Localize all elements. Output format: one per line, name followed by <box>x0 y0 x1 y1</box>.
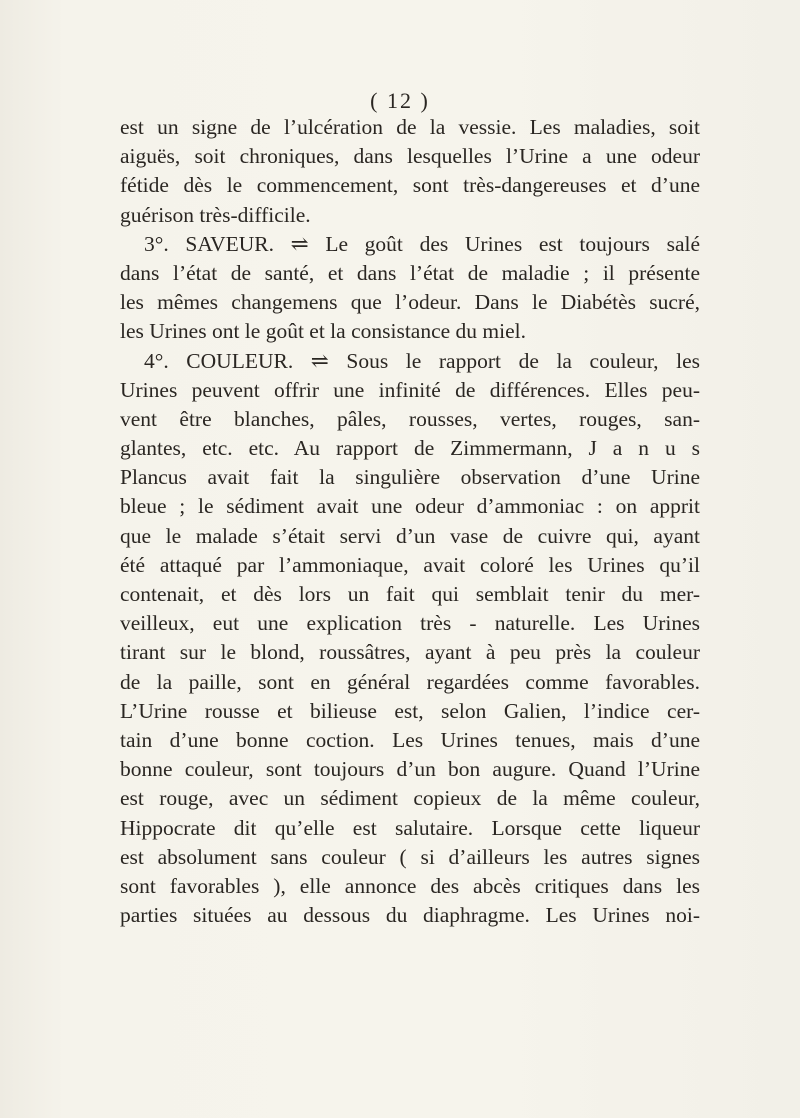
text-line: bleue ; le sédiment avait une odeur d’ammoniac : on apprit <box>120 494 700 519</box>
text-line: fétide dès le commencement, sont très-dangereuses et d’une <box>120 173 700 198</box>
section-heading-couleur: 4°. COULEUR. ⇌ Sous le rapport de la couleur, les <box>144 348 700 373</box>
text-line: veilleux, eut une explication très - naturelle. Les Urines <box>120 611 700 636</box>
page-number: ( 12 ) <box>370 88 430 113</box>
text-line: aiguës, soit chroniques, dans lesquelles l’Urine a une odeur <box>120 144 700 169</box>
body-text <box>120 113 700 930</box>
text-line: est rouge, avec un sédiment copieux de la même couleur, <box>120 786 700 811</box>
text-line: L’Urine rousse et bilieuse est, selon Galien, l’indice cer- <box>120 698 700 723</box>
section-heading-saveur: 3°. SAVEUR. ⇌ Le goût des Urines est toujours salé <box>144 231 700 256</box>
text-line: Hippocrate dit qu’elle est salutaire. Lorsque cette liqueur <box>120 815 700 840</box>
text-line: vent être blanches, pâles, rousses, vertes, rouges, san- <box>120 406 700 431</box>
text-line: de la paille, sont en général regardées comme favorables. <box>120 669 700 694</box>
text-line: dans l’état de santé, et dans l’état de maladie ; il présente <box>120 260 700 285</box>
text-line: tirant sur le blond, roussâtres, ayant à peu près la couleur <box>120 640 700 665</box>
text-line: est un signe de l’ulcération de la vessie. Les maladies, soit <box>120 115 700 139</box>
text-line: tain d’une bonne coction. Les Urines tenues, mais d’une <box>120 727 700 752</box>
text-line: été attaqué par l’ammoniaque, avait coloré les Urines qu’il <box>120 552 700 577</box>
text-line: guérison très-difficile. <box>120 202 311 227</box>
text-line: est absolument sans couleur ( si d’ailleurs les autres signes <box>120 844 700 869</box>
text-line: sont favorables ), elle annonce des abcès critiques dans les <box>120 873 700 898</box>
text-line: Urines peuvent offrir une infinité de différences. Elles peu- <box>120 377 700 402</box>
text-line: Plancus avait fait la singulière observation d’une Urine <box>120 465 700 490</box>
text-line: les Urines ont le goût et la consistance du miel. <box>120 319 527 344</box>
text-line: glantes, etc. etc. Au rapport de Zimmermann, J a n u s <box>120 436 700 461</box>
text-line: que le malade s’était servi d’un vase de cuivre qui, ayant <box>120 523 700 548</box>
text-line: contenait, et dès lors un fait qui semblait tenir du mer- <box>120 582 700 606</box>
text-line: bonne couleur, sont toujours d’un bon augure. Quand l’Urine <box>120 757 700 782</box>
text-line: les mêmes changemens que l’odeur. Dans le Diabétès sucré, <box>120 290 700 315</box>
text-line: parties situées au dessous du diaphragme. Les Urines noi- <box>120 903 700 928</box>
